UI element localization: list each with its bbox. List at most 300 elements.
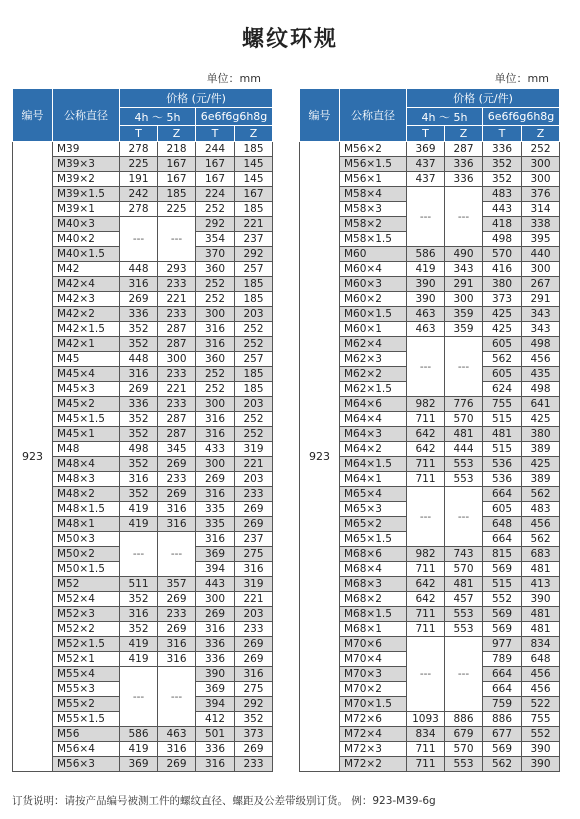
- diameter-cell: M45×1: [53, 427, 120, 442]
- price-cell: 360: [196, 352, 235, 367]
- price-cell: 354: [196, 232, 235, 247]
- price-cell: 252: [235, 337, 273, 352]
- price-cell: 498: [120, 442, 158, 457]
- price-cell: 185: [235, 142, 273, 157]
- price-cell: 359: [445, 322, 483, 337]
- price-cell: 287: [158, 337, 196, 352]
- diameter-cell: M60×1.5: [340, 307, 407, 322]
- diameter-cell: M64×1: [340, 472, 407, 487]
- diameter-cell: M72×4: [340, 727, 407, 742]
- diameter-cell: M70×6: [340, 637, 407, 652]
- price-cell: 759: [483, 697, 522, 712]
- diameter-cell: M56×1.5: [340, 157, 407, 172]
- price-cell: 352: [120, 412, 158, 427]
- price-cell: 252: [235, 322, 273, 337]
- diameter-cell: M42×2: [53, 307, 120, 322]
- price-cell: 448: [120, 352, 158, 367]
- price-cell: 185: [235, 277, 273, 292]
- not-available-cell: ---: [158, 217, 196, 262]
- price-cell: 314: [522, 202, 560, 217]
- not-available-cell: ---: [407, 637, 445, 712]
- price-cell: 553: [445, 457, 483, 472]
- price-cell: 456: [522, 667, 560, 682]
- diameter-cell: M64×4: [340, 412, 407, 427]
- price-cell: 218: [158, 142, 196, 157]
- price-cell: 293: [158, 262, 196, 277]
- price-cell: 390: [522, 592, 560, 607]
- price-cell: 425: [483, 307, 522, 322]
- price-cell: 389: [522, 472, 560, 487]
- price-cell: 390: [196, 667, 235, 682]
- table-body-right: [300, 142, 560, 772]
- price-cell: 444: [445, 442, 483, 457]
- price-cell: 483: [483, 187, 522, 202]
- diameter-cell: M39×3: [53, 157, 120, 172]
- price-cell: 257: [235, 352, 273, 367]
- diameter-cell: M52×1: [53, 652, 120, 667]
- header-code: 编号: [13, 89, 53, 142]
- price-cell: 982: [407, 397, 445, 412]
- price-cell: 145: [235, 172, 273, 187]
- diameter-cell: M42×3: [53, 292, 120, 307]
- header-grade-4h5h: 4h ～ 5h: [120, 108, 196, 126]
- price-cell: 886: [445, 712, 483, 727]
- price-cell: 394: [196, 697, 235, 712]
- price-cell: 743: [445, 547, 483, 562]
- diameter-cell: M52×1.5: [53, 637, 120, 652]
- price-cell: 287: [158, 412, 196, 427]
- price-cell: 316: [120, 367, 158, 382]
- price-cell: 515: [483, 412, 522, 427]
- price-cell: 316: [235, 562, 273, 577]
- product-code: 923: [300, 142, 340, 772]
- price-cell: 352: [120, 337, 158, 352]
- price-cell: 278: [120, 142, 158, 157]
- price-cell: 269: [235, 502, 273, 517]
- price-cell: 570: [445, 742, 483, 757]
- diameter-cell: M48: [53, 442, 120, 457]
- price-cell: 316: [235, 667, 273, 682]
- price-cell: 419: [120, 742, 158, 757]
- unit-label-right: 单位：mm: [494, 72, 549, 85]
- price-cell: 389: [522, 442, 560, 457]
- diameter-cell: M56×3: [53, 757, 120, 772]
- price-cell: 498: [522, 382, 560, 397]
- price-cell: 483: [522, 502, 560, 517]
- price-cell: 352: [120, 487, 158, 502]
- price-cell: 443: [483, 202, 522, 217]
- price-cell: 553: [445, 622, 483, 637]
- price-cell: 552: [483, 592, 522, 607]
- price-cell: 456: [522, 352, 560, 367]
- price-cell: 982: [407, 547, 445, 562]
- price-cell: 648: [483, 517, 522, 532]
- price-cell: 336: [120, 397, 158, 412]
- not-available-cell: ---: [445, 637, 483, 712]
- price-cell: 642: [407, 592, 445, 607]
- price-cell: 269: [120, 292, 158, 307]
- price-cell: 443: [196, 577, 235, 592]
- price-cell: 233: [158, 367, 196, 382]
- price-cell: 336: [483, 142, 522, 157]
- diameter-cell: M56×2: [340, 142, 407, 157]
- price-cell: 252: [196, 292, 235, 307]
- price-cell: 352: [483, 172, 522, 187]
- price-cell: 380: [522, 427, 560, 442]
- price-cell: 300: [522, 262, 560, 277]
- price-cell: 511: [120, 577, 158, 592]
- diameter-cell: M65×2: [340, 517, 407, 532]
- price-cell: 437: [407, 172, 445, 187]
- price-cell: 419: [120, 637, 158, 652]
- price-cell: 605: [483, 502, 522, 517]
- diameter-cell: M62×3: [340, 352, 407, 367]
- price-cell: 553: [445, 757, 483, 772]
- price-cell: 316: [158, 637, 196, 652]
- price-cell: 834: [407, 727, 445, 742]
- page-title: 螺纹环规: [241, 27, 338, 52]
- price-cell: 300: [196, 592, 235, 607]
- price-cell: 562: [522, 487, 560, 502]
- diameter-cell: M58×4: [340, 187, 407, 202]
- price-cell: 237: [235, 532, 273, 547]
- price-cell: 345: [158, 442, 196, 457]
- price-cell: 257: [235, 262, 273, 277]
- diameter-cell: M45×3: [53, 382, 120, 397]
- diameter-cell: M72×3: [340, 742, 407, 757]
- price-cell: 233: [235, 757, 273, 772]
- price-cell: 225: [120, 157, 158, 172]
- price-cell: 683: [522, 547, 560, 562]
- price-cell: 586: [407, 247, 445, 262]
- diameter-cell: M65×3: [340, 502, 407, 517]
- price-cell: 167: [196, 157, 235, 172]
- diameter-cell: M62×4: [340, 337, 407, 352]
- price-cell: 343: [522, 322, 560, 337]
- diameter-cell: M58×3: [340, 202, 407, 217]
- diameter-cell: M56×4: [53, 742, 120, 757]
- diameter-cell: M42×1: [53, 337, 120, 352]
- header-t: T: [483, 126, 522, 142]
- price-cell: 425: [522, 412, 560, 427]
- price-cell: 269: [158, 622, 196, 637]
- diameter-cell: M70×3: [340, 667, 407, 682]
- price-cell: 269: [235, 517, 273, 532]
- price-cell: 336: [120, 307, 158, 322]
- diameter-cell: M65×4: [340, 487, 407, 502]
- order-note: 订货说明：请按产品编号被测工件的螺纹直径、螺距及公差带级别订货。 例：923-M39-6g: [12, 795, 436, 807]
- diameter-cell: M40×1.5: [53, 247, 120, 262]
- price-cell: 418: [483, 217, 522, 232]
- price-cell: 425: [522, 457, 560, 472]
- price-cell: 185: [158, 187, 196, 202]
- diameter-cell: M45×4: [53, 367, 120, 382]
- price-cell: 642: [407, 442, 445, 457]
- price-cell: 463: [407, 307, 445, 322]
- diameter-cell: M65×1.5: [340, 532, 407, 547]
- header-t: T: [196, 126, 235, 142]
- price-cell: 244: [196, 142, 235, 157]
- price-cell: 522: [522, 697, 560, 712]
- price-cell: 203: [235, 607, 273, 622]
- price-cell: 570: [445, 412, 483, 427]
- diameter-cell: M60×3: [340, 277, 407, 292]
- price-cell: 569: [483, 742, 522, 757]
- price-cell: 316: [196, 757, 235, 772]
- header-z: Z: [235, 126, 273, 142]
- price-cell: 316: [158, 742, 196, 757]
- diameter-cell: M60: [340, 247, 407, 262]
- price-cell: 233: [158, 472, 196, 487]
- price-cell: 357: [158, 577, 196, 592]
- price-cell: 664: [483, 487, 522, 502]
- price-cell: 233: [158, 397, 196, 412]
- price-cell: 343: [522, 307, 560, 322]
- price-cell: 316: [196, 622, 235, 637]
- price-cell: 815: [483, 547, 522, 562]
- price-table-right: [299, 88, 560, 772]
- price-cell: 300: [196, 307, 235, 322]
- diameter-cell: M60×1: [340, 322, 407, 337]
- price-cell: 369: [120, 757, 158, 772]
- diameter-cell: M58×1.5: [340, 232, 407, 247]
- price-cell: 755: [483, 397, 522, 412]
- price-cell: 221: [235, 592, 273, 607]
- price-cell: 569: [483, 607, 522, 622]
- price-cell: 316: [196, 427, 235, 442]
- price-cell: 352: [120, 427, 158, 442]
- price-cell: 390: [522, 742, 560, 757]
- diameter-cell: M68×6: [340, 547, 407, 562]
- price-cell: 755: [522, 712, 560, 727]
- price-cell: 886: [483, 712, 522, 727]
- price-cell: 448: [120, 262, 158, 277]
- not-available-cell: ---: [407, 487, 445, 547]
- price-cell: 419: [407, 262, 445, 277]
- diameter-cell: M52×2: [53, 622, 120, 637]
- diameter-cell: M68×2: [340, 592, 407, 607]
- price-cell: 570: [483, 247, 522, 262]
- price-cell: 562: [483, 352, 522, 367]
- diameter-cell: M64×3: [340, 427, 407, 442]
- diameter-cell: M39×2: [53, 172, 120, 187]
- price-cell: 269: [158, 757, 196, 772]
- price-cell: 291: [522, 292, 560, 307]
- price-cell: 440: [522, 247, 560, 262]
- price-cell: 664: [483, 532, 522, 547]
- price-cell: 390: [522, 757, 560, 772]
- diameter-cell: M62×2: [340, 367, 407, 382]
- price-cell: 376: [522, 187, 560, 202]
- price-cell: 269: [158, 457, 196, 472]
- diameter-cell: M58×2: [340, 217, 407, 232]
- diameter-cell: M50×1.5: [53, 562, 120, 577]
- price-cell: 269: [158, 487, 196, 502]
- price-cell: 203: [235, 472, 273, 487]
- price-cell: 167: [158, 172, 196, 187]
- diameter-cell: M48×3: [53, 472, 120, 487]
- header-grade-6g: 6e6f6g6h8g: [483, 108, 560, 126]
- price-table-left: [12, 88, 273, 772]
- price-cell: 419: [120, 502, 158, 517]
- price-cell: 481: [522, 562, 560, 577]
- price-cell: 711: [407, 742, 445, 757]
- header-z: Z: [158, 126, 196, 142]
- diameter-cell: M48×1.5: [53, 502, 120, 517]
- price-cell: 352: [483, 157, 522, 172]
- price-cell: 335: [196, 517, 235, 532]
- price-cell: 221: [158, 292, 196, 307]
- price-cell: 679: [445, 727, 483, 742]
- price-cell: 562: [483, 757, 522, 772]
- price-cell: 292: [196, 217, 235, 232]
- diameter-cell: M52×3: [53, 607, 120, 622]
- price-cell: 252: [235, 427, 273, 442]
- not-available-cell: ---: [445, 337, 483, 397]
- price-cell: 237: [235, 232, 273, 247]
- price-cell: 359: [445, 307, 483, 322]
- price-cell: 233: [158, 307, 196, 322]
- price-cell: 221: [235, 457, 273, 472]
- price-cell: 269: [235, 637, 273, 652]
- price-cell: 390: [407, 292, 445, 307]
- price-cell: 481: [445, 577, 483, 592]
- price-cell: 369: [407, 142, 445, 157]
- price-cell: 252: [196, 367, 235, 382]
- price-cell: 316: [120, 607, 158, 622]
- price-cell: 664: [483, 667, 522, 682]
- price-cell: 515: [483, 442, 522, 457]
- diameter-cell: M45×1.5: [53, 412, 120, 427]
- diameter-cell: M60×4: [340, 262, 407, 277]
- diameter-cell: M60×2: [340, 292, 407, 307]
- diameter-cell: M70×2: [340, 682, 407, 697]
- not-available-cell: ---: [120, 217, 158, 262]
- price-cell: 252: [522, 142, 560, 157]
- diameter-cell: M64×1.5: [340, 457, 407, 472]
- diameter-cell: M68×3: [340, 577, 407, 592]
- price-cell: 481: [522, 622, 560, 637]
- not-available-cell: ---: [120, 532, 158, 577]
- price-cell: 553: [445, 472, 483, 487]
- price-cell: 711: [407, 412, 445, 427]
- price-cell: 711: [407, 622, 445, 637]
- diameter-cell: M39: [53, 142, 120, 157]
- price-cell: 390: [407, 277, 445, 292]
- price-cell: 413: [522, 577, 560, 592]
- price-cell: 648: [522, 652, 560, 667]
- price-cell: 225: [158, 202, 196, 217]
- price-cell: 300: [522, 157, 560, 172]
- price-cell: 203: [235, 307, 273, 322]
- price-cell: 316: [196, 337, 235, 352]
- not-available-cell: ---: [158, 532, 196, 577]
- diameter-cell: M68×4: [340, 562, 407, 577]
- price-cell: 624: [483, 382, 522, 397]
- price-cell: 316: [158, 652, 196, 667]
- header-z: Z: [445, 126, 483, 142]
- price-cell: 292: [235, 247, 273, 262]
- price-cell: 269: [158, 592, 196, 607]
- price-cell: 373: [235, 727, 273, 742]
- price-cell: 515: [483, 577, 522, 592]
- price-cell: 252: [196, 202, 235, 217]
- price-cell: 252: [196, 382, 235, 397]
- header-grade-6g: 6e6f6g6h8g: [196, 108, 273, 126]
- not-available-cell: ---: [445, 487, 483, 547]
- price-cell: 287: [158, 322, 196, 337]
- price-cell: 352: [120, 622, 158, 637]
- price-cell: 242: [120, 187, 158, 202]
- diameter-cell: M68×1: [340, 622, 407, 637]
- diameter-cell: M55×4: [53, 667, 120, 682]
- price-cell: 316: [158, 502, 196, 517]
- diameter-cell: M42: [53, 262, 120, 277]
- price-cell: 370: [196, 247, 235, 262]
- price-cell: 677: [483, 727, 522, 742]
- price-cell: 233: [235, 487, 273, 502]
- price-cell: 316: [196, 322, 235, 337]
- price-cell: 221: [158, 382, 196, 397]
- price-cell: 292: [235, 697, 273, 712]
- price-cell: 435: [522, 367, 560, 382]
- price-cell: 316: [120, 472, 158, 487]
- price-cell: 569: [483, 622, 522, 637]
- price-cell: 481: [483, 427, 522, 442]
- price-cell: 269: [235, 652, 273, 667]
- price-cell: 336: [196, 637, 235, 652]
- price-cell: 336: [196, 742, 235, 757]
- price-cell: 300: [522, 172, 560, 187]
- product-code: 923: [13, 142, 53, 772]
- diameter-cell: M68×1.5: [340, 607, 407, 622]
- not-available-cell: ---: [407, 187, 445, 247]
- price-cell: 463: [158, 727, 196, 742]
- price-cell: 711: [407, 607, 445, 622]
- price-cell: 278: [120, 202, 158, 217]
- price-cell: 562: [522, 532, 560, 547]
- price-cell: 167: [196, 172, 235, 187]
- diameter-cell: M55×3: [53, 682, 120, 697]
- price-cell: 145: [235, 157, 273, 172]
- price-cell: 316: [196, 487, 235, 502]
- price-cell: 300: [196, 397, 235, 412]
- price-cell: 233: [235, 622, 273, 637]
- price-cell: 412: [196, 712, 235, 727]
- diameter-cell: M52: [53, 577, 120, 592]
- price-cell: 233: [158, 607, 196, 622]
- diameter-cell: M50×2: [53, 547, 120, 562]
- price-cell: 300: [445, 292, 483, 307]
- diameter-cell: M55×1.5: [53, 712, 120, 727]
- price-cell: 552: [522, 727, 560, 742]
- price-cell: 553: [445, 607, 483, 622]
- header-grade-4h5h: 4h ～ 5h: [407, 108, 483, 126]
- price-cell: 291: [445, 277, 483, 292]
- price-cell: 185: [235, 367, 273, 382]
- price-cell: 776: [445, 397, 483, 412]
- price-cell: 586: [120, 727, 158, 742]
- price-cell: 352: [120, 322, 158, 337]
- diameter-cell: M45×2: [53, 397, 120, 412]
- price-cell: 395: [522, 232, 560, 247]
- price-cell: 269: [120, 382, 158, 397]
- price-cell: 642: [407, 427, 445, 442]
- price-cell: 569: [483, 562, 522, 577]
- price-cell: 481: [522, 607, 560, 622]
- price-cell: 369: [196, 547, 235, 562]
- header-price: 价格 (元/件): [120, 89, 273, 108]
